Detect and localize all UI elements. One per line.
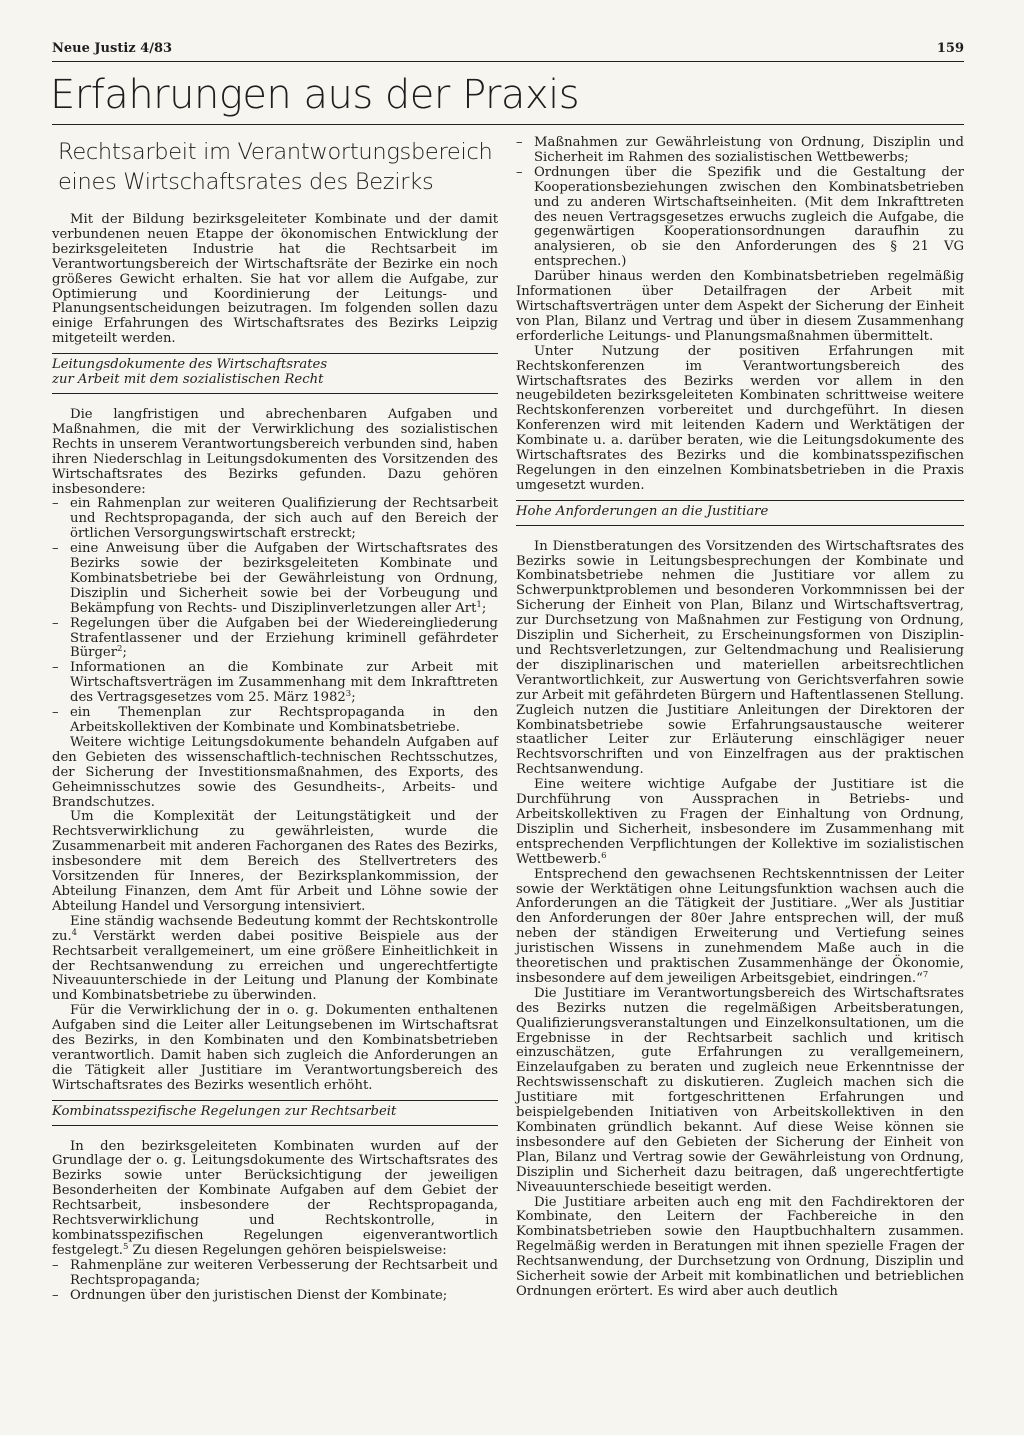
- paragraph: Weitere wichtige Leitungsdokumente behandeln Aufgaben auf den Gebieten des wissenschaftlich-technischen Rechtsschutzes, der Sicherung der Investitionsmaßnahmen, des Exports, des Geheimnisschutzes sowie des Gesundheits-, Arbeits- und Brandschutzes.: [52, 734, 498, 810]
- journal-issue: Neue Justiz 4/83: [52, 41, 173, 56]
- paragraph: [52, 1140, 498, 1259]
- paragraph: [52, 915, 498, 1004]
- intro-paragraph: Mit der Bildung bezirksgeleiteter Kombinate und der damit verbundenen neuen Etappe der ökonomischen Entwicklung der bezirksgeleiteten Industrie hat die Rechtsarbeit im Verantwortungsbereich der Wirtschaftsräte der Bezirke ein noch größeres Gewicht erhalten. Sie hat vor allem die Aufgabe, zur Optimierung und Koordinierung der Leitungs- und Planungsentscheidungen beizutragen. Im folgenden sollen dazu einige Erfahrungen des Wirtschaftsrates des Bezirks Leipzig mitgeteilt werden.: [52, 212, 498, 347]
- subheading-line: zur Arbeit mit dem sozialistischen Recht: [52, 372, 324, 388]
- left-column: [52, 136, 498, 1304]
- list-item: [516, 136, 964, 166]
- paragraph: Für die Verwirklichung der in o. g. Dokumenten enthaltenen Aufgaben sind die Leiter aller Leitungsebenen im Wirtschaftsrat des Bezirks, in den Kombinaten und den Kombinatsbetrieben verantwortlich. Damit haben sich zugleich die Anforderungen an die Tätigkeit aller Justitiare im Verantwortungsbereich des Wirtschaftsrates des Bezirks wesentlich erhöht.: [52, 1003, 498, 1093]
- paragraph-text: Entsprechend den gewachsenen Rechtskenntnissen der Leiter sowie der Werktätigen ohne Leitungsfunktion wachsen auch die Anforderungen an die Tätigkeit der Justitiare. „Wer als Justitiar den Anforderungen der 80er Jahre entsprechen will, der muß neben der ständigen Erweiterung und Vertiefung seines juristischen Wissens in zunehmendem Maße auch in die theoretischen und praktischen Zusammenhänge der Ökonomie, insbesondere auf dem jeweiligen Arbeitsgebiet, eindringen.“: [516, 866, 964, 986]
- list-item: [52, 497, 498, 542]
- section-title: Erfahrungen aus der Praxis: [50, 72, 580, 118]
- paragraph: [516, 778, 964, 867]
- list-item: [52, 1259, 498, 1289]
- list-item-text: ;: [122, 645, 127, 661]
- paragraph-text: Zu diesen Regelungen gehören beispielsweise:: [128, 1242, 447, 1258]
- list-item: [52, 542, 498, 617]
- right-column: [516, 136, 964, 1300]
- list-item: [52, 1289, 498, 1304]
- article-title-line: Rechtsarbeit im Verantwortungsbereich: [58, 139, 493, 165]
- footnote-ref: 3: [345, 689, 352, 700]
- list-item: [52, 617, 498, 662]
- paragraph-text: Verstärkt werden dabei positive Beispiele aus der Rechtsarbeit verallgemeinert, um eine größere Einheitlichkeit in der Rechtsanwendung zu erreichen und ungerechtfertigte Niveauunterschiede in der Leitung und Planung der Kombinate und Kombinatsbetriebe zu überwinden.: [52, 928, 498, 1004]
- list-item-text: Rahmenpläne zur weiteren Verbesserung der Rechtsarbeit und Rechtspropaganda;: [70, 1257, 498, 1288]
- paragraph: In Dienstberatungen des Vorsitzenden des Wirtschaftsrates des Bezirks sowie in Leitungsbesprechungen der Kombinate und Kombinatsbetriebe nehmen die Justitiare vor allem zu Schwerpunktproblemen und besonderen Vorkommnissen bei der Sicherung der Einheit von Plan, Bilanz und Wirtschaftsvertrag, zur Durchsetzung von Maßnahmen zur Festigung von Ordnung, Disziplin und Sicherheit, zu Erscheinungsformen von Disziplin- und Rechtsverletzungen, zur Geltendmachung und Realisierung der disziplinarischen und materiellen arbeitsrechtlichen Verantwortlichkeit, zur Auswertung von Gerichtsverfahren sowie zur Arbeit mit gefährdeten Bürgern und Haftentlassenen Stellung. Zugleich nutzen die Justitiare Anleitungen der Direktoren der Kombinatsbetriebe sowie Erfahrungsaustausche weiterer staatlicher Leiter zur Erläuterung einschlägiger neuer Rechtsvorschriften und von Einzelfragen aus der praktischen Rechtsanwendung.: [516, 538, 964, 778]
- paragraph: Die langfristigen und abrechenbaren Aufgaben und Maßnahmen, die mit der Verwirklichung des sozialistischen Rechts in unserem Verantwortungsbereich verbunden sind, haben ihren Niederschlag in Leitungsdokumenten des Vorsitzenden des Wirtschaftsrates des Bezirks gefunden. Dazu gehören insbesondere:: [52, 406, 498, 497]
- list-item: [52, 706, 498, 736]
- subheading-justitiare: [516, 500, 964, 526]
- footnote-ref: 1: [476, 599, 482, 610]
- list-item-text: ;: [481, 600, 487, 616]
- running-header: [52, 41, 964, 59]
- list-item-text: Ordnungen über den juristischen Dienst der Kombinate;: [70, 1287, 448, 1303]
- list-item-text: ein Rahmenplan zur weiteren Qualifizierung der Rechtsarbeit und Rechtspropaganda, der sich auch auf den Bereich der örtlichen Versorgungswirtschaft erstreckt;: [70, 496, 498, 542]
- article-title: [58, 137, 498, 197]
- dash-list: [52, 1259, 498, 1304]
- list-item-text: Ordnungen über die Spezifik und die Gestaltung der Kooperationsbeziehungen zwischen den Kombinatsbetrieben und zu anderen Wirtschaftseinheiten. (Mit dem Inkrafttreten des neuen Vertragsgesetzes erwuchs zugleich die Aufgabe, die gegenwärtigen Kooperationsordnungen daraufhin zu analysieren, ob sie den Anforderungen des § 21 VG entsprechen.): [534, 164, 964, 270]
- subheading-line: Leitungsdokumente des Wirtschaftsrates: [52, 357, 328, 373]
- list-item: [52, 661, 498, 706]
- footnote-ref: 5: [122, 1241, 129, 1252]
- paragraph: Unter Nutzung der positiven Erfahrungen mit Rechtskonferenzen im Verantwortungsbereich des Wirtschaftsrates des Bezirks werden vor allem in den neugebildeten bezirksgeleiteten Kombinaten schrittweise weitere Rechtskonferenzen vorbereitet und durchgeführt. In diesen Konferenzen wird mit leitenden Kadern und Werktätigen der Kombinate u. a. darüber beraten, wie die Leitungsdokumente des Wirtschaftsrates des Bezirks und die kombinatsspezifischen Regelungen in den einzelnen Kombinatsbetrieben in die Praxis umgesetzt wurden.: [516, 343, 964, 493]
- footnote-ref: 4: [71, 927, 78, 938]
- article-title-line: eines Wirtschaftsrates des Bezirks: [58, 169, 434, 195]
- paragraph-text: Eine ständig wachsende Bedeutung kommt der Rechtskontrolle zu.: [52, 913, 498, 944]
- dash-list: [52, 497, 498, 736]
- subheading-leitungsdokumente: [52, 353, 498, 394]
- page-number: 159: [936, 41, 964, 56]
- paragraph: Darüber hinaus werden den Kombinatsbetrieben regelmäßig Informationen über Detailfragen der Arbeit mit Wirtschaftsverträgen unter dem Aspekt der Sicherung der Einheit von Plan, Bilanz und Vertrag und über in diesem Zusammenhang erforderliche Leitungs- und Planungsmaßnahmen übermittelt.: [516, 269, 964, 344]
- paragraph: Die Justitiare im Verantwortungsbereich des Wirtschaftsrates des Bezirks nutzen die regelmäßigen Arbeitsberatungen, Qualifizierungsveranstaltungen und Einzelkonsultationen, um die Ergebnisse in der Rechtsarbeit sachlich und kritisch einzuschätzen, gute Erfahrungen zu verallgemeinern, Einzelaufgaben zu beraten und zugleich neue Erkenntnisse der Rechtswissenschaft zu diskutieren. Zugleich machen sich die Justitiare mit fortgeschrittenen Erfahrungen und beispielgebenden Initiativen von Arbeitskollektiven in den Kombinaten gründlich bekannt. Auf diese Weise können sie insbesondere auf den Gebieten der Sicherung der Einheit von Plan, Bilanz und Vertrag sowie der Gewährleistung von Ordnung, Disziplin und Sicherheit dazu beitragen, daß ungerechtfertigte Niveauunterschiede beseitigt werden.: [516, 985, 964, 1195]
- paragraph: [516, 868, 964, 987]
- list-item-text: eine Anweisung über die Aufgaben der Wirtschaftsrates des Bezirks sowie der bezirksgeleiteten Kombinate und Kombinatsbetriebe bei der Gewährleistung von Ordnung, Disziplin und Sicherheit sowie bei der Vorbeugung und Bekämpfung von Rechts- und Disziplinverletzungen aller Art: [70, 541, 498, 616]
- list-item-text: Informationen an die Kombinate zur Arbeit mit Wirtschaftsverträgen im Zusammenhang mit dem Inkrafttreten des Vertragsgesetzes vom 25. März 1982: [70, 660, 498, 706]
- list-item: [516, 166, 964, 270]
- footnote-ref: 6: [601, 850, 607, 861]
- list-item-text: ein Themenplan zur Rechtspropaganda in den Arbeitskollektiven der Kombinate und Kombinatsbetriebe.: [70, 705, 498, 735]
- subheading-line: Kombinatsspezifische Regelungen zur Rechtsarbeit: [52, 1103, 397, 1119]
- list-item-text: Regelungen über die Aufgaben bei der Wiedereingliederung Strafentlassener und der Erziehung kriminell gefährdeter Bürger: [70, 615, 498, 661]
- footnote-ref: 7: [922, 969, 929, 980]
- paragraph-text: In den bezirksgeleiteten Kombinaten wurden auf der Grundlage der o. g. Leitungsdokumente des Wirtschaftsrates des Bezirks sowie unter Berücksichtigung der jeweiligen Besonderheiten der Kombinate Aufgaben auf dem Gebiet der Rechtsarbeit, insbesondere der Rechtspropaganda, Rechtsverwirklichung und Rechtskontrolle, in kombinatsspezifischen Regelungen eigenverantwortlich festgelegt.: [52, 1138, 498, 1258]
- footnote-ref: 2: [117, 644, 123, 655]
- dash-list: [516, 136, 964, 270]
- paragraph-text: Eine weitere wichtige Aufgabe der Justitiare ist die Durchführung von Aussprachen in Betriebs- und Arbeitskollektiven zu Fragen der Einhaltung von Ordnung, Disziplin und Sicherheit, insbesondere im Zusammenhang mit entsprechenden Verpflichtungen der Kollektive im sozialistischen Wettbewerb.: [516, 777, 964, 867]
- subheading-kombinatsspezifische: [52, 1100, 498, 1126]
- paragraph: Um die Komplexität der Leitungstätigkeit und der Rechtsverwirklichung zu gewährleisten, wurde die Zusammenarbeit mit anderen Fachorganen des Rates des Bezirks, insbesondere mit dem Bereich des Stellvertreters des Vorsitzenden für Inneres, der Bezirksplankommission, der Abteilung Finanzen, dem Amt für Arbeit und Löhne sowie der Abteilung Handel und Versorgung intensiviert.: [52, 809, 498, 914]
- paragraph: Die Justitiare arbeiten auch eng mit den Fachdirektoren der Kombinate, den Leitern der Fachbereiche in den Kombinatsbetrieben sowie den Hauptbuchhaltern zusammen. Regelmäßig werden in Beratungen mit ihnen spezielle Fragen der Rechtsanwendung, der Durchsetzung von Ordnung, Disziplin und Sicherheit sowie der Arbeit mit kombinatlichen und betrieblichen Ordnungen erörtert. Es wird aber auch deutlich: [516, 1194, 964, 1299]
- section-title-rule: [52, 124, 964, 125]
- subheading-line: Hohe Anforderungen an die Justitiare: [516, 503, 769, 519]
- header-rule: [52, 61, 964, 62]
- list-item-text: ;: [351, 690, 356, 706]
- list-item-text: Maßnahmen zur Gewährleistung von Ordnung, Disziplin und Sicherheit im Rahmen des sozialistischen Wettbewerbs;: [534, 135, 964, 165]
